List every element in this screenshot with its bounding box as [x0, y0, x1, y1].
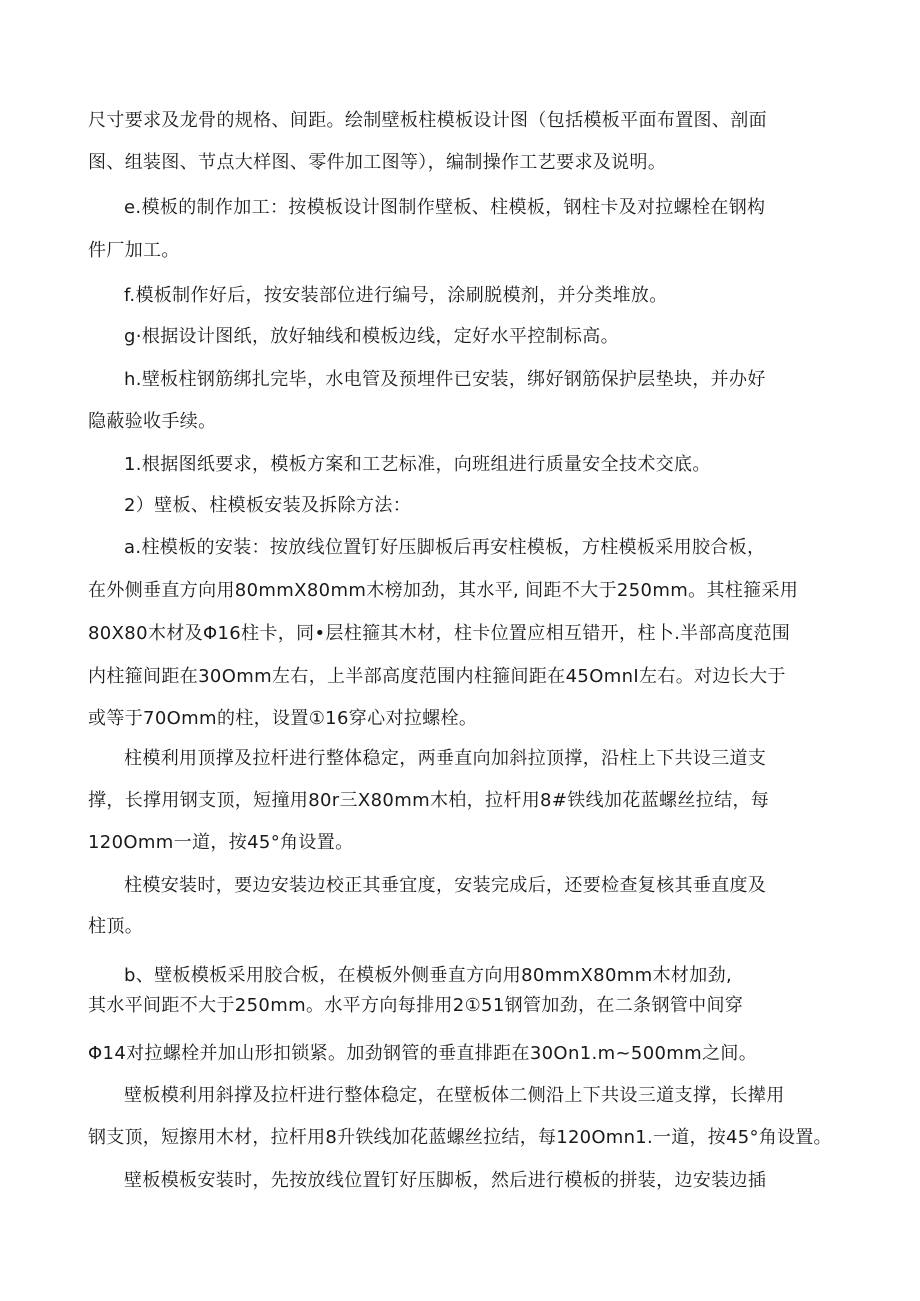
text-line: g·根据设计图纸，放好轴线和模板边线，定好水平控制标高。	[124, 326, 619, 347]
text-line: 其水平间距不大于250mm。水平方向每排用2①51钢管加劲，在二条钢管中间穿	[88, 995, 744, 1016]
text-line: 80X80木材及Φ16柱卡，同•层柱箍其木材，柱卡位置应相互错开，柱卜.半部高度范围	[88, 623, 791, 644]
text-line: 壁板模板安装时，先按放线位置钉好压脚板，然后进行模板的拼装，边安装边插	[124, 1170, 767, 1191]
text-line: 120Omm一道，按45°角设置。	[88, 832, 354, 853]
text-line: h.壁板柱钢筋绑扎完毕，水电管及预埋件已安装，绑好钢筋保护层垫块，并办好	[124, 369, 766, 390]
text-line: 1.根据图纸要求，模板方案和工艺标准，向班组进行质量安全技术交底。	[124, 454, 711, 475]
text-line: e.模板的制作加工：按模板设计图制作壁板、柱模板，钢柱卡及对拉螺栓在钢构	[124, 197, 766, 218]
text-line: 隐蔽验收手续。	[88, 411, 217, 432]
text-line: 2）壁板、柱模板安装及拆除方法：	[124, 495, 412, 516]
text-line: 在外侧垂直方向用80mmX80mm木榜加劲，其水平, 间距不大于250mm。其柱箍采用	[88, 580, 799, 601]
text-line: 柱模利用顶撑及拉杆进行整体稳定，两垂直向加斜拉顶撑，沿柱上下共设三道支	[124, 748, 767, 769]
text-line: f.模板制作好后，按安装部位进行编号，涂刷脱模剂，并分类堆放。	[124, 285, 668, 306]
text-line: 内柱箍间距在30Omm左右，上半部高度范围内柱箍间距在45OmnI左右。对边长大于	[88, 666, 786, 687]
text-line: 尺寸要求及龙骨的规格、间距。绘制壁板柱模板设计图（包括模板平面布置图、剖面	[88, 110, 767, 131]
text-line: a.柱模板的安装：按放线位置钉好压脚板后再安柱模板，方柱模板采用胶合板，	[124, 537, 766, 558]
text-line: 柱顶。	[88, 916, 144, 937]
text-line: 柱模安装时，要边安装边校正其垂宜度，安装完成后，还要检查复核其垂直度及	[124, 875, 767, 896]
text-line: 钢支顶，短擦用木材，拉杆用8升铁线加花蓝螺丝拉结，每120Omn1.一道，按45°角设置。	[88, 1127, 832, 1148]
text-line: 或等于70Omm的柱，设置①16穿心对拉螺栓。	[88, 708, 478, 729]
text-line: 撑，长撑用钢支顶，短撞用80r三X80mm木柏，拉杆用8#铁线加花蓝螺丝拉结，每	[88, 790, 770, 811]
text-line: 壁板模利用斜撑及拉杆进行整体稳定，在壁板体二侧沿上下共设三道支撑，长撵用	[124, 1085, 785, 1106]
text-line: 件厂加工。	[88, 240, 180, 261]
text-line: Φ14对拉螺栓并加山形扣锁紧。加劲钢管的垂直排距在30On1.m~500mm之间。	[88, 1043, 758, 1064]
text-line: 图、组装图、节点大样图、零件加工图等），编制操作工艺要求及说明。	[88, 152, 667, 173]
text-line: b、壁板模板采用胶合板，在模板外侧垂直方向用80mmX80mm木材加劲,	[124, 965, 733, 986]
